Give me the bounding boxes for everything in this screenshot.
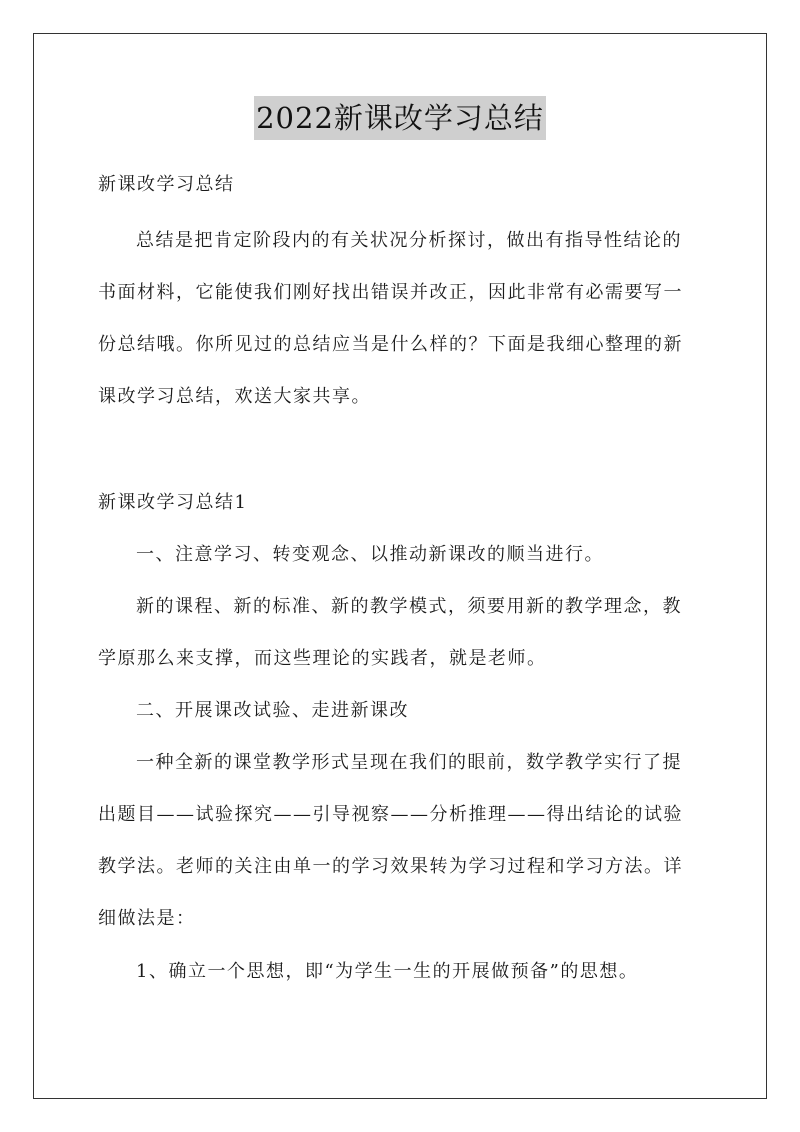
intro-line-4: 课改学习总结，欢送大家共享。	[98, 386, 371, 407]
intro-line-3: 份总结哦。你所见过的总结应当是什么样的？下面是我细心整理的新	[98, 334, 683, 355]
para-1-line-2: 学原那么来支撑，而这些理论的实践者，就是老师。	[98, 648, 547, 669]
item-2-heading: 二、开展课改试验、走进新课改	[136, 700, 409, 721]
document-title: 2022新课改学习总结	[254, 96, 546, 140]
item-3-heading: 1、确立一个思想，即“为学生一生的开展做预备”的思想。	[136, 961, 639, 982]
item-1-heading: 一、注意学习、转变观念、以推动新课改的顺当进行。	[136, 544, 604, 565]
para-2-line-3: 教学法。老师的关注由单一的学习效果转为学习过程和学习方法。详	[98, 856, 683, 877]
section-title: 新课改学习总结1	[98, 492, 248, 513]
para-1-line-1: 新的课程、新的标准、新的教学模式，须要用新的教学理念，教	[136, 596, 682, 617]
para-2-line-4: 细做法是：	[98, 908, 196, 929]
intro-line-2: 书面材料，它能使我们刚好找出错误并改正，因此非常有必需要写一	[98, 282, 683, 303]
intro-line-1: 总结是把肯定阶段内的有关状况分析探讨，做出有指导性结论的	[136, 230, 682, 251]
title-container	[0, 96, 800, 140]
para-2-line-2: 出题目——试验探究——引导视察——分析推理——得出结论的试验	[98, 804, 683, 825]
para-2-line-1: 一种全新的课堂教学形式呈现在我们的眼前，数学教学实行了提	[136, 752, 682, 773]
subtitle: 新课改学习总结	[98, 174, 235, 195]
